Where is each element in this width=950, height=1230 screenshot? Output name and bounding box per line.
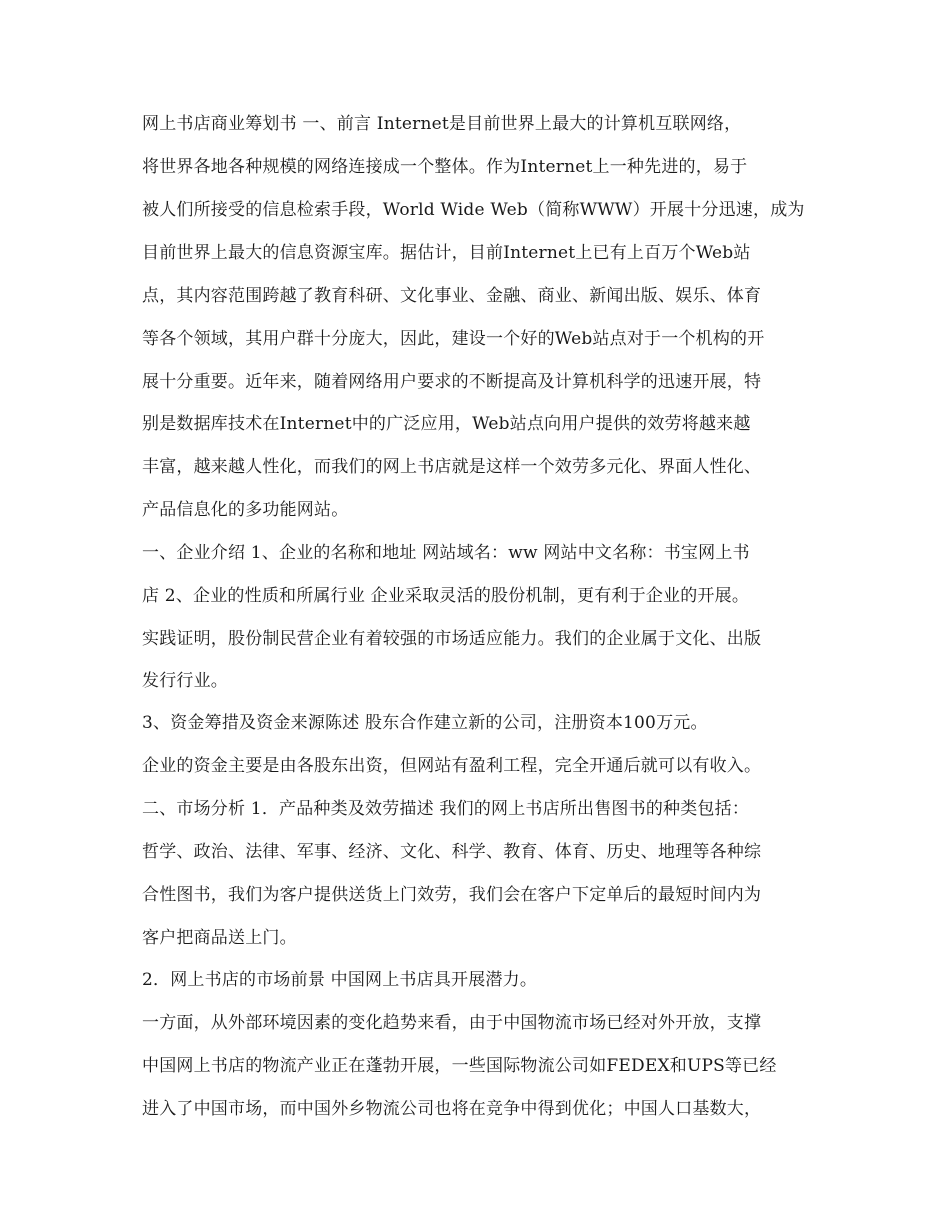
text-line: 发行行业。 xyxy=(142,671,228,691)
text-line: 企业的资金主要是由各股东出资，但网站有盈利工程，完全开通后就可以有收入。 xyxy=(142,756,762,776)
text-line: 二、市场分析 1．产品种类及效劳描述 我们的网上书店所出售图书的种类包括： xyxy=(142,799,750,819)
text-line: 一、企业介绍 1、企业的名称和地址 网站域名：ww 网站中文名称：书宝网上书 xyxy=(142,543,750,563)
text-line: 产品信息化的多功能网站。 xyxy=(142,500,349,520)
text-line: 进入了中国市场，而中国外乡物流公司也将在竞争中得到优化；中国人口基数大， xyxy=(142,1099,762,1119)
text-line: 3、资金筹措及资金来源陈述 股东合作建立新的公司，注册资本100万元。 xyxy=(142,713,708,733)
text-line: 哲学、政治、法律、军事、经济、文化、科学、教育、体育、历史、地理等各种综 xyxy=(142,842,762,862)
text-line: 2．网上书店的市场前景 中国网上书店具开展潜力。 xyxy=(142,970,538,990)
text-line: 中国网上书店的物流产业正在蓬勃开展，一些国际物流公司如FEDEX和UPS等已经 xyxy=(142,1056,777,1076)
text-line: 店 2、企业的性质和所属行业 企业采取灵活的股份机制，更有利于企业的开展。 xyxy=(142,586,750,606)
text-line: 实践证明，股份制民营企业有着较强的市场适应能力。我们的企业属于文化、出版 xyxy=(142,629,762,649)
text-line: 别是数据库技术在Internet中的广泛应用，Web站点向用户提供的效劳将越来越 xyxy=(142,414,751,434)
text-line: 目前世界上最大的信息资源宝库。据估计，目前Internet上已有上百万个Web站 xyxy=(142,243,751,263)
text-line: 展十分重要。近年来，随着网络用户要求的不断提高及计算机科学的迅速开展，特 xyxy=(142,372,762,392)
text-line: 将世界各地各种规模的网络连接成一个整体。作为Internet上一种先进的，易于 xyxy=(142,157,748,177)
text-line: 一方面，从外部环境因素的变化趋势来看，由于中国物流市场已经对外开放，支撑 xyxy=(142,1013,762,1033)
text-line: 被人们所接受的信息检索手段，World Wide Web（简称WWW）开展十分迅速，成为 xyxy=(142,200,805,220)
text-line: 客户把商品送上门。 xyxy=(142,928,297,948)
text-line: 点，其内容范围跨越了教育科研、文化事业、金融、商业、新闻出版、娱乐、体育 xyxy=(142,286,762,306)
text-line: 等各个领域，其用户群十分庞大，因此，建设一个好的Web站点对于一个机构的开 xyxy=(142,329,765,349)
text-line: 合性图书，我们为客户提供送货上门效劳，我们会在客户下定单后的最短时间内为 xyxy=(142,885,762,905)
text-line: 网上书店商业筹划书 一、前言 Internet是目前世界上最大的计算机互联网络， xyxy=(142,114,742,134)
text-line: 丰富，越来越人性化，而我们的网上书店就是这样一个效劳多元化、界面人性化、 xyxy=(142,457,762,477)
